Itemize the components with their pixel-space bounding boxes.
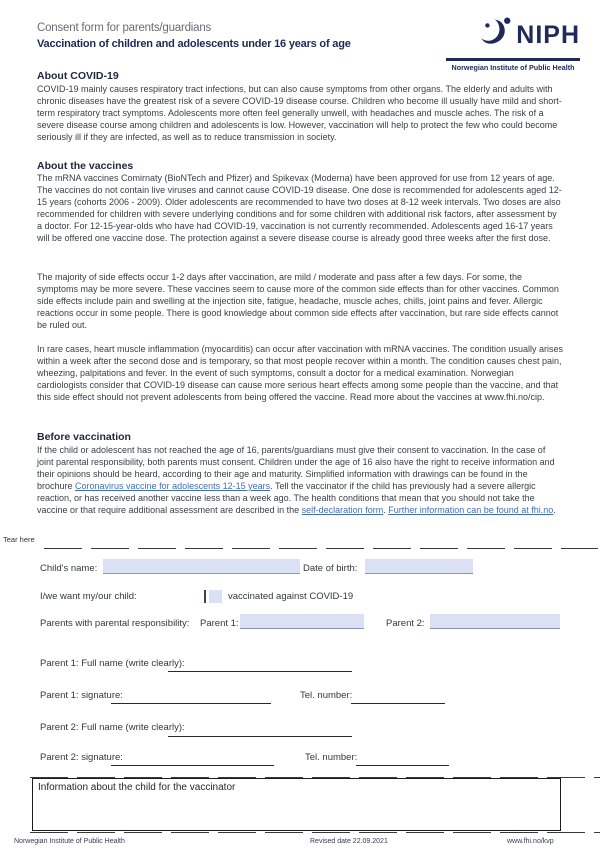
- logo-acronym: NIPH: [516, 21, 580, 49]
- before-vaccination-text-4: .: [553, 505, 556, 515]
- parent1-tel-label: Tel. number:: [300, 690, 353, 701]
- self-declaration-form-link[interactable]: self-declaration form: [301, 505, 384, 515]
- consent-option-label: vaccinated against COVID-19: [228, 591, 354, 602]
- brochure-link[interactable]: Coronavirus vaccine for adolescents 12-15 years: [75, 481, 271, 491]
- parent2-tel-line[interactable]: [356, 765, 449, 766]
- parent2-signature-label: Parent 2: signature:: [40, 752, 123, 763]
- date-of-birth-label: Date of birth:: [303, 563, 358, 574]
- parent2-name-field[interactable]: [430, 614, 560, 629]
- parent1-tel-line[interactable]: [351, 703, 445, 704]
- about-vaccines-paragraph-2: The majority of side effects occur 1-2 days after vaccination, are mild / moderate and pass after a few days. For some, the symptoms may be more severe. These vaccines seem to cause more of the common side effects than for other vaccines. Common side effects include pain and swelling at the injection site, fatigue, headache, muscle aches, chills, joint pains and fever. Allergic reactions occur in some people. There is good knowledge about common side effects after vaccination, but rare side effects cannot be ruled out.: [37, 272, 559, 330]
- about-vaccines-paragraph-3: In rare cases, heart muscle inflammation (myocarditis) can occur after vaccination with mRNA vaccines. The condition usually arises within a week after the second dose and is temporary, so that most people recover within a month. The condition causes chest pain, wheezing, palpitations and fever. In the event of such symptoms, consult a doctor for a medical examination. Norwegian cardiologists consider that COVID-19 disease can cause more serious heart effects among some people than the vaccine, and that this side effect should not prevent adolescents from being offered the vaccine. Read more about the vaccines at www.fhi.no/cip.: [37, 344, 564, 402]
- further-information-link[interactable]: Further information can be found at fhi.no: [388, 505, 554, 515]
- footer-website: www.fhi.no/kvp: [507, 838, 554, 845]
- before-vaccination-text-1: If the child or adolescent has not reached the age of 16, parents/guardians must give their consent to vaccination. In the case of joint parental responsibility, both parents must consent. Children under the age of 16 also have the right to receive information and their opinions should be heard, according to their age and maturity. Simplified information with drawings can be found in the brochure: [37, 445, 555, 491]
- niph-logo: [446, 16, 580, 72]
- tear-dashed-line: [44, 548, 598, 549]
- section-heading-about-vaccines: About the vaccines: [37, 160, 134, 172]
- section-heading-about-covid: About COVID-19: [37, 70, 119, 82]
- footer-institute-name: Norwegian Institute of Public Health: [14, 838, 125, 845]
- parent1-signature-line[interactable]: [111, 703, 271, 704]
- logo-divider: [446, 58, 580, 61]
- parent2-tel-label: Tel. number:: [305, 752, 358, 763]
- fold-line-bottom: [30, 832, 600, 833]
- parent1-name-field[interactable]: [240, 614, 364, 629]
- form-supertitle: Consent form for parents/guardians: [37, 22, 212, 34]
- vaccinator-info-box[interactable]: [32, 778, 561, 831]
- about-covid-paragraph: COVID-19 mainly causes respiratory tract infections, but can also cause symptoms from other organs. The elderly and adults with chronic diseases have the greatest risk of a severe COVID-19 disease course. Children who become ill usually have mild and short-term respiratory tract symptoms. Adolescents more often feel generally unwell, with headaches and muscle aches. The risk of a severe disease course among children and adolescents is low. However, vaccination will help to protect the few who could become seriously ill if they are infected, as well as to reduce transmission in society.: [37, 84, 562, 142]
- logo-name: Norwegian Institute of Public Health: [451, 62, 575, 72]
- tear-here-label: Tear here: [3, 535, 35, 544]
- parent1-signature-label: Parent 1: signature:: [40, 690, 123, 701]
- parent2-signature-line[interactable]: [111, 765, 274, 766]
- before-vaccination-paragraph: [37, 444, 564, 516]
- section-heading-before-vaccination: Before vaccination: [37, 431, 131, 443]
- page-title: Vaccination of children and adolescents under 16 years of age: [37, 38, 351, 50]
- date-of-birth-field[interactable]: [365, 559, 473, 574]
- child-name-label: Child's name:: [40, 563, 98, 574]
- before-vaccination-text-2: . Tell the vaccinator if the child has previously had a severe allergic reaction, or has received another vaccine less than a week ago. The health conditions that mean that you should not take the vaccine or that require additional assessment are described in the: [37, 481, 536, 515]
- parent2-label: Parent 2:: [386, 618, 425, 629]
- parent2-fullname-label: Parent 2: Full name (write clearly):: [40, 722, 185, 733]
- parent1-fullname-label: Parent 1: Full name (write clearly):: [40, 658, 185, 669]
- parent1-fullname-line[interactable]: [168, 671, 352, 672]
- niph-swoosh-icon: [476, 16, 513, 55]
- about-vaccines-paragraph-1: The mRNA vaccines Comirnaty (BioNTech and Pfizer) and Spikevax (Moderna) have been approved for use from 12 years of age. The vaccines do not contain live viruses and cannot cause COVID-19 disease. One dose is recommended for adolescents aged 12-15 years (cohorts 2006 - 2009). Older adolescents are recommended to have two doses at 8-12 week intervals. Two doses are also recommended for children with severe underlying conditions and for some children with additional risk factors, after assessment by a doctor. For 12-15-year-olds who have had COVID-19, vaccination is not currently recommended. Adolescents aged 16-17 years will be offered one vaccine dose. The protection against a severe disease course is already good three weeks after the first dose.: [37, 173, 562, 243]
- before-vaccination-text-3: .: [383, 505, 389, 515]
- consent-prompt-label: I/we want my/our child:: [40, 591, 137, 602]
- cursor-caret: [204, 590, 206, 603]
- consent-checkbox[interactable]: [209, 590, 222, 603]
- footer-revised-date: Revised date 22.09.2021: [310, 838, 388, 845]
- parent2-fullname-line[interactable]: [168, 736, 352, 737]
- child-name-field[interactable]: [103, 559, 300, 574]
- parents-responsibility-label: Parents with parental responsibility:: [40, 618, 190, 629]
- niph-logo-row: [446, 16, 580, 55]
- vaccinator-info-box-title: Information about the child for the vaccinator: [38, 782, 236, 793]
- parent1-label: Parent 1:: [200, 618, 239, 629]
